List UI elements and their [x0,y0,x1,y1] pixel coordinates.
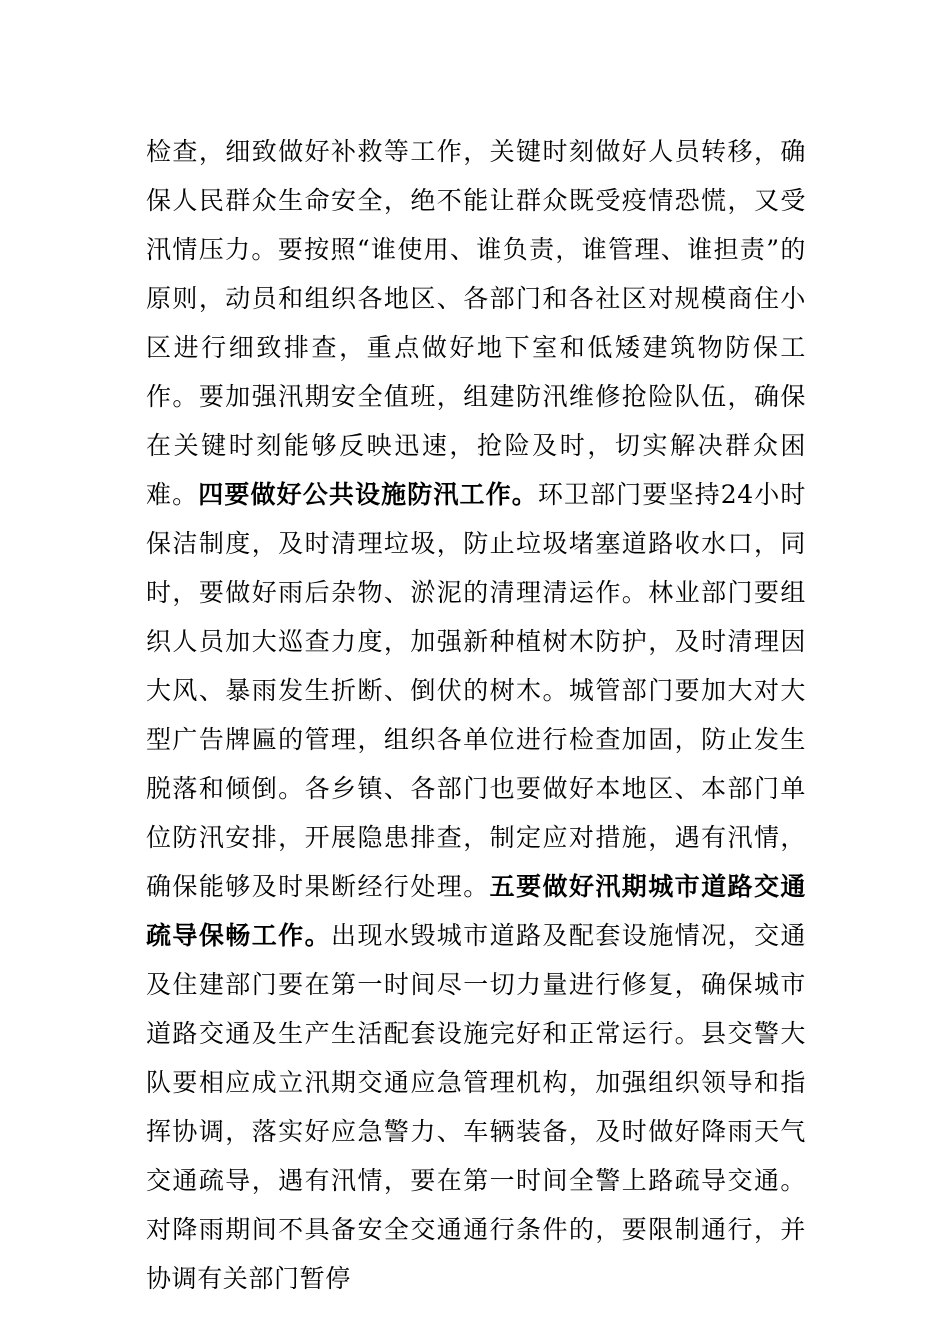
paragraph-text-segment: 出现水毁城市道路及配套设施情况，交通及住建部门要在第一时间尽一切力量进行修复，确保城市道路交通及生产生活配套设施完好和正常运行。县交警大队要相应成立汛期交通应急管理机构，加强组织领导和指挥协调，落实好应急警力、车辆装备，及时做好降雨天气交通疏导，遇有汛情，要在第一时间全警上路疏导交通。对降雨期间不具备安全交通通行条件的，要限制通行，并协调有关部门暂停 [146,921,806,1293]
section-heading-inline: 四要做好公共设施防汛工作。 [198,480,538,509]
section-heading-inline: 五要做好汛期城市道路交通疏导保畅工作。 [146,872,807,950]
paragraph-text-segment: 检查，细致做好补救等工作，关键时刻做好人员转移，确保人民群众生命安全，绝不能让群众既受疫情恐慌，又受汛情压力。要按照“谁使用、谁负责，谁管理、谁担责”的原则，动员和组织各地区、各部门和各社区对规模商住小区进行细致排查，重点做好地下室和低矮建筑物防保工作。要加强汛期安全值班，组建防汛维修抢险队伍，确保在关键时刻能够反映迅速，抢险及时，切实解决群众困难。 [146,137,806,509]
body-paragraph [146,127,806,1303]
paragraph-text-segment: 环卫部门要坚持24小时保洁制度，及时清理垃圾，防止垃圾堵塞道路收水口，同时，要做好雨后杂物、淤泥的清理清运作。林业部门要组织人员加大巡查力度，加强新种植树木防护，及时清理因大风、暴雨发生折断、倒伏的树木。城管部门要加大对大型广告牌匾的管理，组织各单位进行检查加固，防止发生脱落和倾倒。各乡镇、各部门也要做好本地区、本部门单位防汛安排，开展隐患排查，制定应对措施，遇有汛情，确保能够及时果断经行处理。 [146,480,806,901]
